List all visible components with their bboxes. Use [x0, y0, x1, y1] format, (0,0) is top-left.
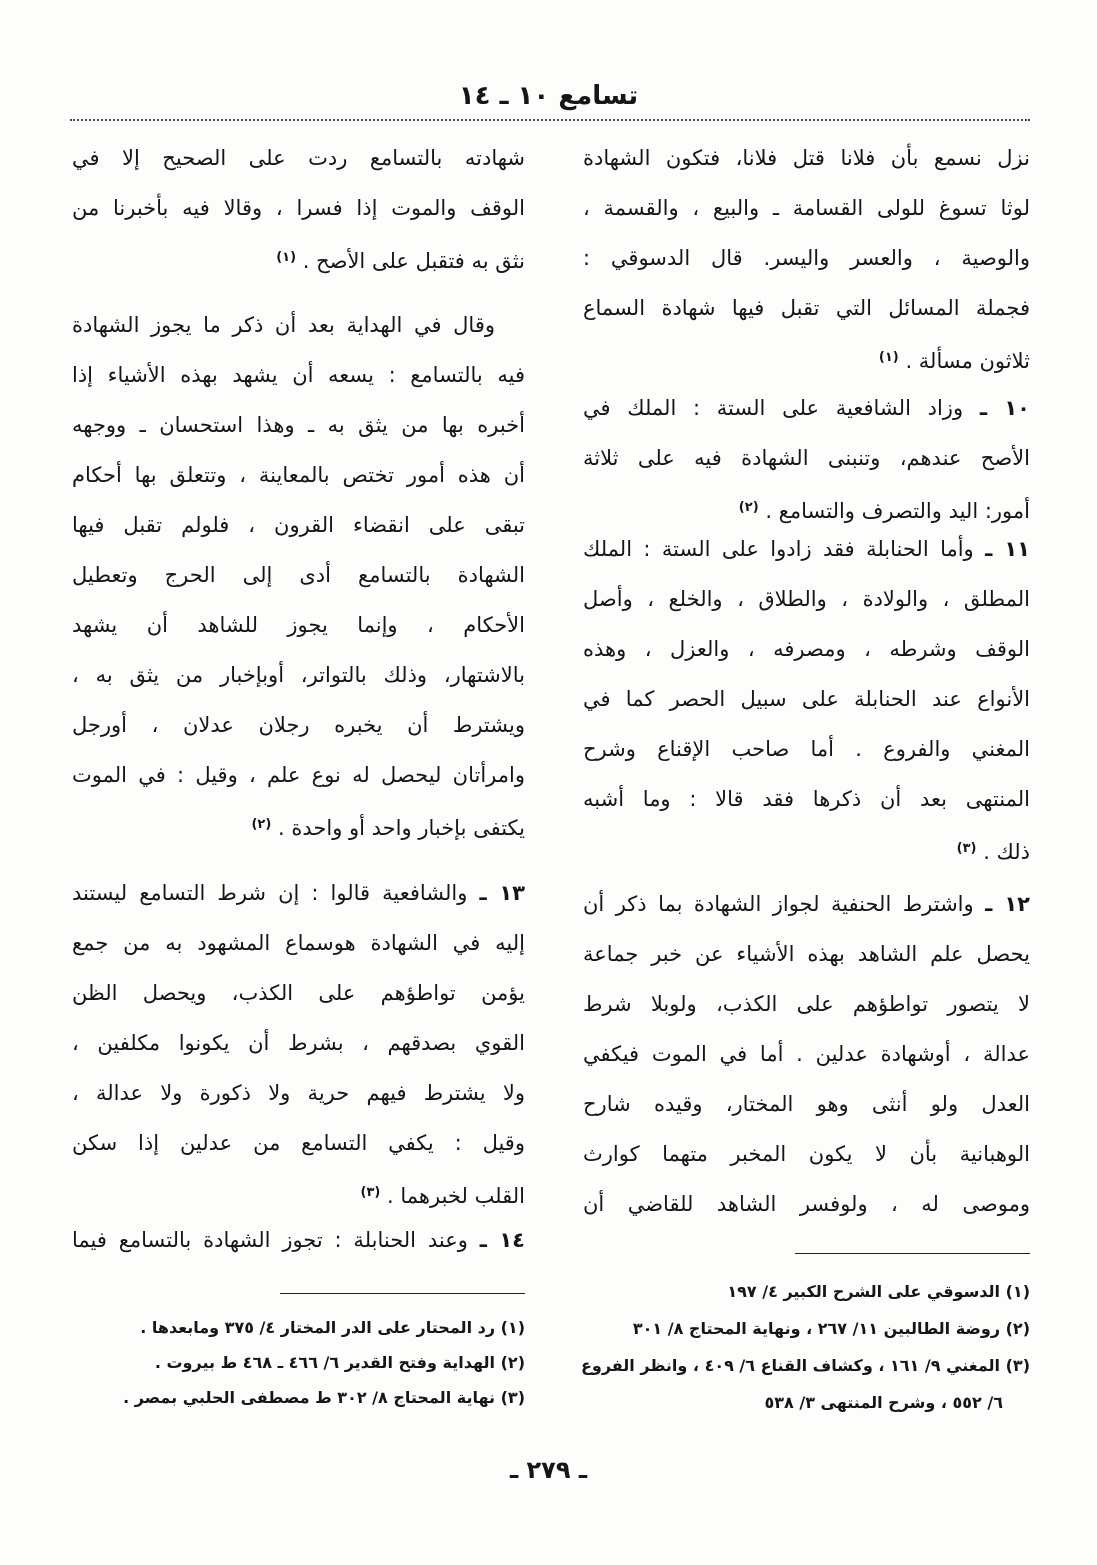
- text-line: لا يتصور تواطؤهم على الكذب، ولوبلا شرط: [583, 992, 1030, 1016]
- text-line: الأصح عندهم، وتنبنى الشهادة فيه على ثلاثة: [583, 446, 1030, 470]
- text-line: الوقف والموت إذا فسرا ، وقالا فيه بأخبرنا من: [72, 196, 525, 220]
- text-line: [583, 824, 1030, 874]
- text-line: [72, 800, 525, 850]
- paragraph-number: ١٣ ـ: [479, 881, 525, 905]
- paragraph-number: ١٤ ـ: [479, 1228, 525, 1252]
- text-span: وأما الحنابلة فقد زادوا على الستة : الملك: [583, 537, 974, 561]
- paragraph-number: ١٠ ـ: [979, 396, 1030, 420]
- paragraph-12: [583, 879, 1030, 1229]
- text-line: الوهبانية بأن لا يكون المخبر متهما كوارث: [583, 1142, 1030, 1166]
- paragraph-13: [72, 868, 525, 1218]
- footnote-line: (١) رد المحتار على الدر المختار ٤/ ٣٧٥ ومابعدها .: [140, 1318, 525, 1337]
- paragraph-hidaya: [72, 300, 525, 850]
- text-line: الأنواع عند الحنابلة على سبيل الحصر كما في: [583, 687, 1030, 711]
- text-line: [72, 233, 525, 283]
- text-line: فجملة المسائل التي تقبل فيها شهادة السماع: [583, 296, 1030, 320]
- text-line: يحصل علم الشاهد بهذه الأشياء عن خبر جماعة: [583, 942, 1030, 966]
- text-line: وقال في الهداية بعد أن ذكر ما يجوز الشهادة: [72, 313, 495, 337]
- paragraph-11: [583, 524, 1030, 874]
- text-span: القلب لخبرهما .: [387, 1184, 525, 1208]
- text-line: يؤمن تواطؤهم على الكذب، ويحصل الظن: [72, 981, 525, 1005]
- text-line: أخبره بها من يثق به ـ وهذا استحسان ـ ووجهه: [72, 413, 525, 437]
- text-line: الوقف وشرطه ، ومصرفه ، والعزل ، وهذه: [583, 637, 1030, 661]
- footnote-line: (٣) نهاية المحتاج ٨/ ٣٠٢ ط مصطفى الحلبي بمصر .: [123, 1388, 525, 1407]
- paragraph-number: ١١ ـ: [985, 537, 1030, 561]
- text-span: ذلك .: [983, 840, 1030, 864]
- text-line: نزل نسمع بأن فلانا قتل فلانا، فتكون الشهادة: [583, 146, 1030, 170]
- text-line: [72, 1215, 525, 1265]
- footnote-marker: (٣): [956, 841, 977, 856]
- text-line: القوي بصدقهم ، بشرط أن يكونوا مكلفين ،: [72, 1031, 525, 1055]
- text-line: ولا يشترط فيهم حرية ولا ذكورة ولا عدالة ،: [72, 1081, 525, 1105]
- text-line: [583, 383, 1030, 433]
- footnote-line: (٢) الهداية وفتح القدير ٦/ ٤٦٦ ـ ٤٦٨ ط بيروت .: [154, 1353, 525, 1372]
- text-line: المنتهى بعد أن ذكرها فقد قالا : وما أشبه: [583, 787, 1030, 811]
- paragraph-12-continued: [72, 133, 525, 283]
- text-line: تبقى على انقضاء القرون ، فلولم تقبل فيها: [72, 513, 525, 537]
- text-line: الشهادة بالتسامع أدى إلى الحرج وتعطيل: [72, 563, 525, 587]
- text-line: وقيل : يكفي التسامع من عدلين إذا سكن: [72, 1131, 525, 1155]
- footnote-line: (٢) روضة الطالبين ١١/ ٢٦٧ ، ونهاية المحتاج ٨/ ٣٠١: [632, 1319, 1030, 1338]
- footnote-marker: (٢): [738, 500, 759, 515]
- text-span: يكتفى بإخبار واحد أو واحدة .: [278, 816, 525, 840]
- text-line: العدل ولو أنثى وهو المختار، وقيده شارح: [583, 1092, 1030, 1116]
- paragraph-number: ١٢ ـ: [985, 892, 1030, 916]
- text-line: المطلق ، والولادة ، والطلاق ، والخلع ، وأصل: [583, 587, 1030, 611]
- text-span: واشترط الحنفية لجواز الشهادة بما ذكر أن: [583, 892, 974, 916]
- footnote-marker: (٢): [251, 817, 272, 832]
- text-line: ويشترط أن يخبره رجلان عدلان ، أورجل: [72, 713, 525, 737]
- footnote-line: (٣) المغني ٩/ ١٦١ ، وكشاف القناع ٦/ ٤٠٩ ، وانظر الفروع: [580, 1356, 1030, 1375]
- footnote-line: ٦/ ٥٥٢ ، وشرح المنتهى ٣/ ٥٣٨: [764, 1393, 1003, 1412]
- footnotes-right: [580, 1273, 1030, 1421]
- text-line: الأحكام ، وإنما يجوز للشاهد أن يشهد: [72, 613, 525, 637]
- page-number: ـ ٢٧٩ ـ: [509, 1456, 588, 1484]
- footnote-rule: [280, 1293, 525, 1294]
- paragraph-14: [72, 1215, 525, 1265]
- text-line: [72, 1168, 525, 1218]
- text-line: بالاشتهار، وذلك بالتواتر، أوبإخبار من يثق به ،: [72, 663, 525, 687]
- text-line: [72, 868, 525, 918]
- text-span: ثلاثون مسألة .: [905, 349, 1030, 373]
- text-line: أن هذه أمور تختص بالمعاينة ، وتتعلق بها أحكام: [72, 463, 525, 487]
- footnote-marker: (٣): [360, 1185, 381, 1200]
- text-span: والشافعية قالوا : إن شرط التسامع ليستند: [72, 881, 468, 905]
- text-line: [583, 333, 1030, 383]
- text-line: المغني والفروع . أما صاحب الإقناع وشرح: [583, 737, 1030, 761]
- text-line: عدالة ، أوشهادة عدلين . أما في الموت فيكفي: [583, 1042, 1030, 1066]
- footnote-marker: (١): [276, 250, 297, 265]
- text-span: وزاد الشافعية على الستة : الملك في: [583, 396, 964, 420]
- footnotes-left: [72, 1310, 525, 1415]
- text-line: [583, 524, 1030, 574]
- text-line: وموصى له ، ولوفسر الشاهد للقاضي أن: [583, 1192, 1030, 1216]
- text-span: نثق به فتقبل على الأصح .: [302, 249, 525, 273]
- text-line: [583, 879, 1030, 929]
- text-line: وامرأتان ليحصل له نوع علم ، وقيل : في الموت: [72, 763, 525, 787]
- text-line: إليه في الشهادة هوسماع المشهود به من جمع: [72, 931, 525, 955]
- header-title: تسامع ١٠ ـ ١٤: [458, 81, 639, 111]
- text-line: شهادته بالتسامع ردت على الصحيح إلا في: [72, 146, 525, 170]
- paragraph-9-continued: [583, 133, 1030, 383]
- text-line: والوصية ، والعسر واليسر. قال الدسوقي :: [583, 246, 1030, 270]
- paragraph-10: [583, 383, 1030, 533]
- text-line: فيه بالتسامع : يسعه أن يشهد بهذه الأشياء إذا: [72, 363, 525, 387]
- footnote-rule: [795, 1253, 1030, 1254]
- text-span: أمور: اليد والتصرف والتسامع .: [765, 499, 1030, 523]
- footnote-line: (١) الدسوقي على الشرح الكبير ٤/ ١٩٧: [727, 1282, 1030, 1301]
- text-line: لوثا تسوغ للولى القسامة ـ والبيع ، والقسمة ،: [583, 196, 1030, 220]
- text-span: وعند الحنابلة : تجوز الشهادة بالتسامع فيما: [72, 1228, 468, 1252]
- footnote-marker: (١): [878, 350, 899, 365]
